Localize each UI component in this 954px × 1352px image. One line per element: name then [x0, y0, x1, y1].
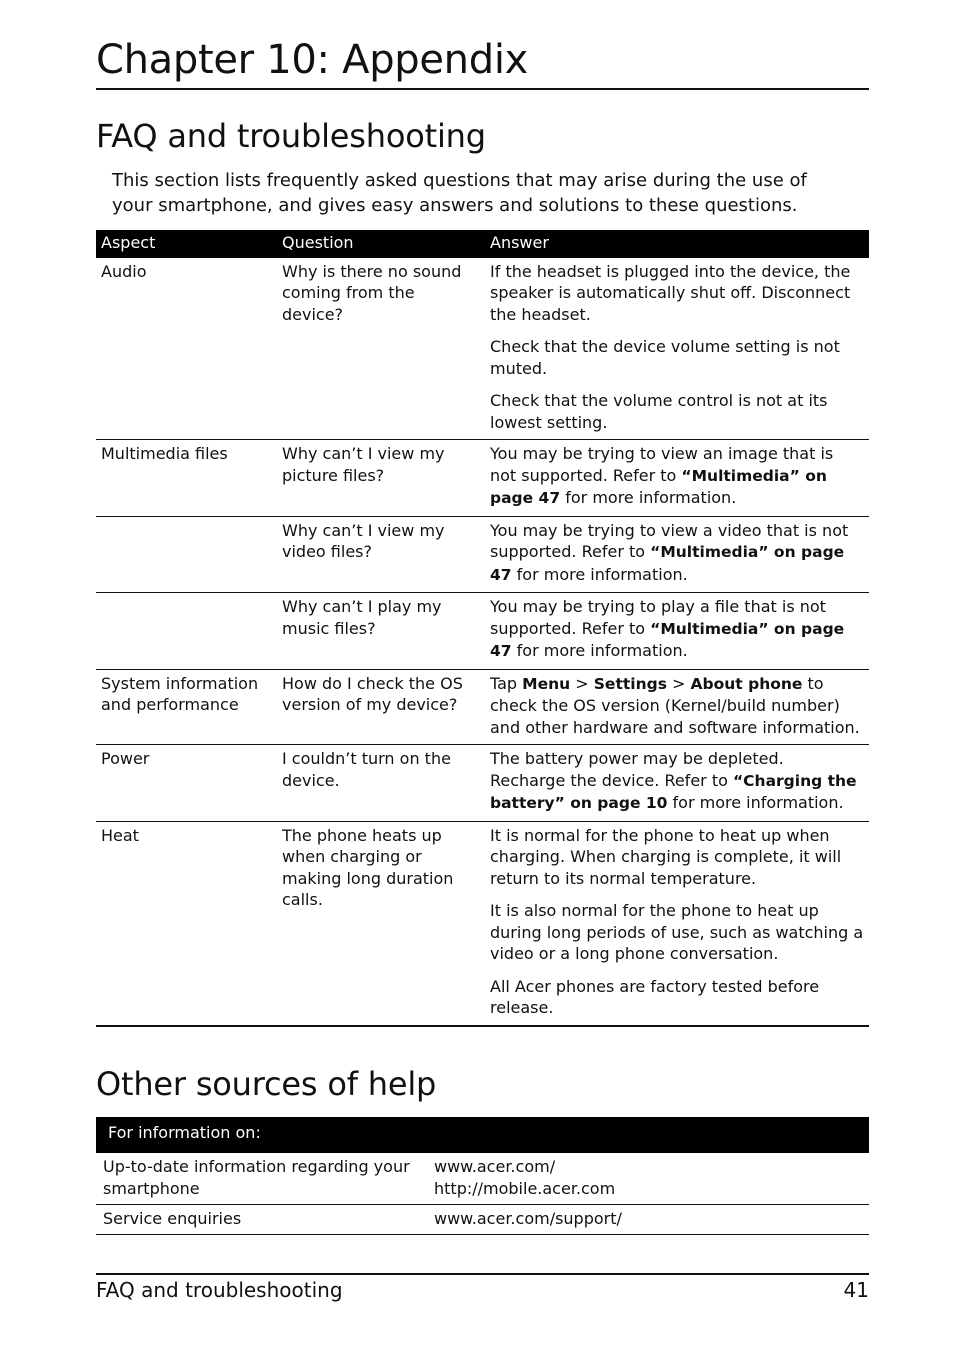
url-link[interactable]: www.acer.com/	[434, 1157, 556, 1176]
answer-cell	[485, 516, 869, 593]
answer-text: for more information.	[511, 641, 688, 660]
table-row	[96, 821, 869, 895]
footer-rule	[96, 1273, 869, 1275]
cross-reference: “Multimedia” on page 47	[490, 466, 827, 507]
aspect-cell: Audio	[96, 258, 277, 440]
answer-text: for more information.	[667, 793, 844, 812]
chapter-rule	[96, 88, 869, 90]
topic-cell: Up-to-date information regarding your smartphone	[96, 1153, 427, 1205]
faq-table	[96, 230, 869, 1027]
table-row	[96, 745, 869, 822]
answer-cell	[485, 593, 869, 670]
url-link[interactable]: http://mobile.acer.com	[434, 1179, 616, 1198]
aspect-cell: Heat	[96, 821, 277, 1026]
cross-reference: “Multimedia” on page 47	[490, 619, 845, 660]
answer-text: for more information.	[560, 488, 737, 507]
chapter-title: Chapter 10: Appendix	[96, 37, 529, 83]
cross-reference: “Multimedia” on page 47	[490, 543, 845, 584]
aspect-cell: Multimedia files	[96, 440, 277, 517]
aspect-cell	[96, 593, 277, 670]
col-question: Question	[277, 230, 485, 258]
faq-intro: This section lists frequently asked questions that may arise during the use of your smartphone, and gives easy answers and solutions to these questions.	[112, 170, 807, 216]
question-cell: Why can’t I view my video files?	[277, 516, 485, 593]
page-number: 41	[843, 1278, 869, 1302]
question-cell: Why is there no sound coming from the device?	[277, 258, 485, 440]
answer-text: You may be trying to view an image that is not supported. Refer to	[490, 444, 834, 485]
answer-cell: All Acer phones are factory tested before release.	[485, 971, 869, 1026]
aspect-cell	[96, 516, 277, 593]
menu-path-about-phone: About phone	[690, 674, 803, 693]
answer-cell: It is normal for the phone to heat up when charging. When charging is complete, it will return to its normal temperature.	[490, 825, 842, 888]
url-cell	[427, 1153, 869, 1205]
answer-text: The battery power may be depleted. Recharge the device. Refer to	[490, 749, 784, 790]
col-aspect: Aspect	[96, 230, 277, 258]
answer-text: for more information.	[511, 564, 688, 584]
question-cell: The phone heats up when charging or making long duration calls.	[277, 821, 485, 1026]
aspect-cell: Power	[96, 745, 277, 822]
answer-cell	[485, 669, 869, 745]
table-row	[96, 1205, 869, 1235]
menu-path-settings: Settings	[593, 674, 667, 693]
answer-text: You may be trying to play a file that is not supported. Refer to	[490, 597, 826, 638]
col-answer: Answer	[485, 230, 869, 258]
question-cell: I couldn’t turn on the device.	[277, 745, 485, 822]
url-cell	[427, 1205, 869, 1235]
question-cell: Why can’t I view my picture files?	[277, 440, 485, 517]
table-row	[96, 440, 869, 517]
help-table	[96, 1117, 869, 1235]
menu-path-separator: >	[570, 673, 594, 693]
table-row	[96, 516, 869, 593]
help-heading: Other sources of help	[96, 1065, 437, 1103]
table-row	[96, 258, 869, 332]
answer-cell	[485, 440, 869, 517]
help-header-row	[96, 1117, 869, 1153]
help-header: For information on:	[96, 1117, 869, 1153]
answer-cell	[485, 745, 869, 822]
table-row	[96, 593, 869, 670]
answer-text: to check the OS version (Kernel/build number) and other hardware and software information.	[490, 673, 860, 737]
answer-cell: If the headset is plugged into the device, the speaker is automatically shut off. Disconnect the headset.	[490, 261, 851, 324]
answer-cell: Check that the volume control is not at its lowest setting.	[485, 385, 869, 440]
table-row	[96, 669, 869, 745]
topic-cell: Service enquiries	[96, 1205, 427, 1235]
answer-cell: Check that the device volume setting is not muted.	[490, 337, 840, 378]
faq-heading: FAQ and troubleshooting	[96, 117, 486, 155]
aspect-cell: System information and performance	[96, 669, 277, 745]
footer-section-title: FAQ and troubleshooting	[96, 1278, 343, 1302]
cross-reference: “Charging the battery” on page 10	[490, 771, 857, 812]
menu-path-separator: >	[666, 673, 691, 693]
faq-header-row	[96, 230, 869, 258]
answer-text: You may be trying to view a video that is not supported. Refer to	[490, 520, 849, 561]
question-cell: How do I check the OS version of my device?	[277, 669, 485, 745]
answer-text: Tap	[490, 673, 523, 693]
url-link[interactable]: www.acer.com/support/	[434, 1209, 622, 1228]
table-row	[96, 1153, 869, 1205]
menu-path-menu: Menu	[522, 674, 571, 693]
answer-cell: It is also normal for the phone to heat up during long periods of use, such as watching a video or a long phone conversation.	[490, 901, 864, 963]
question-cell: Why can’t I play my music files?	[277, 593, 485, 670]
